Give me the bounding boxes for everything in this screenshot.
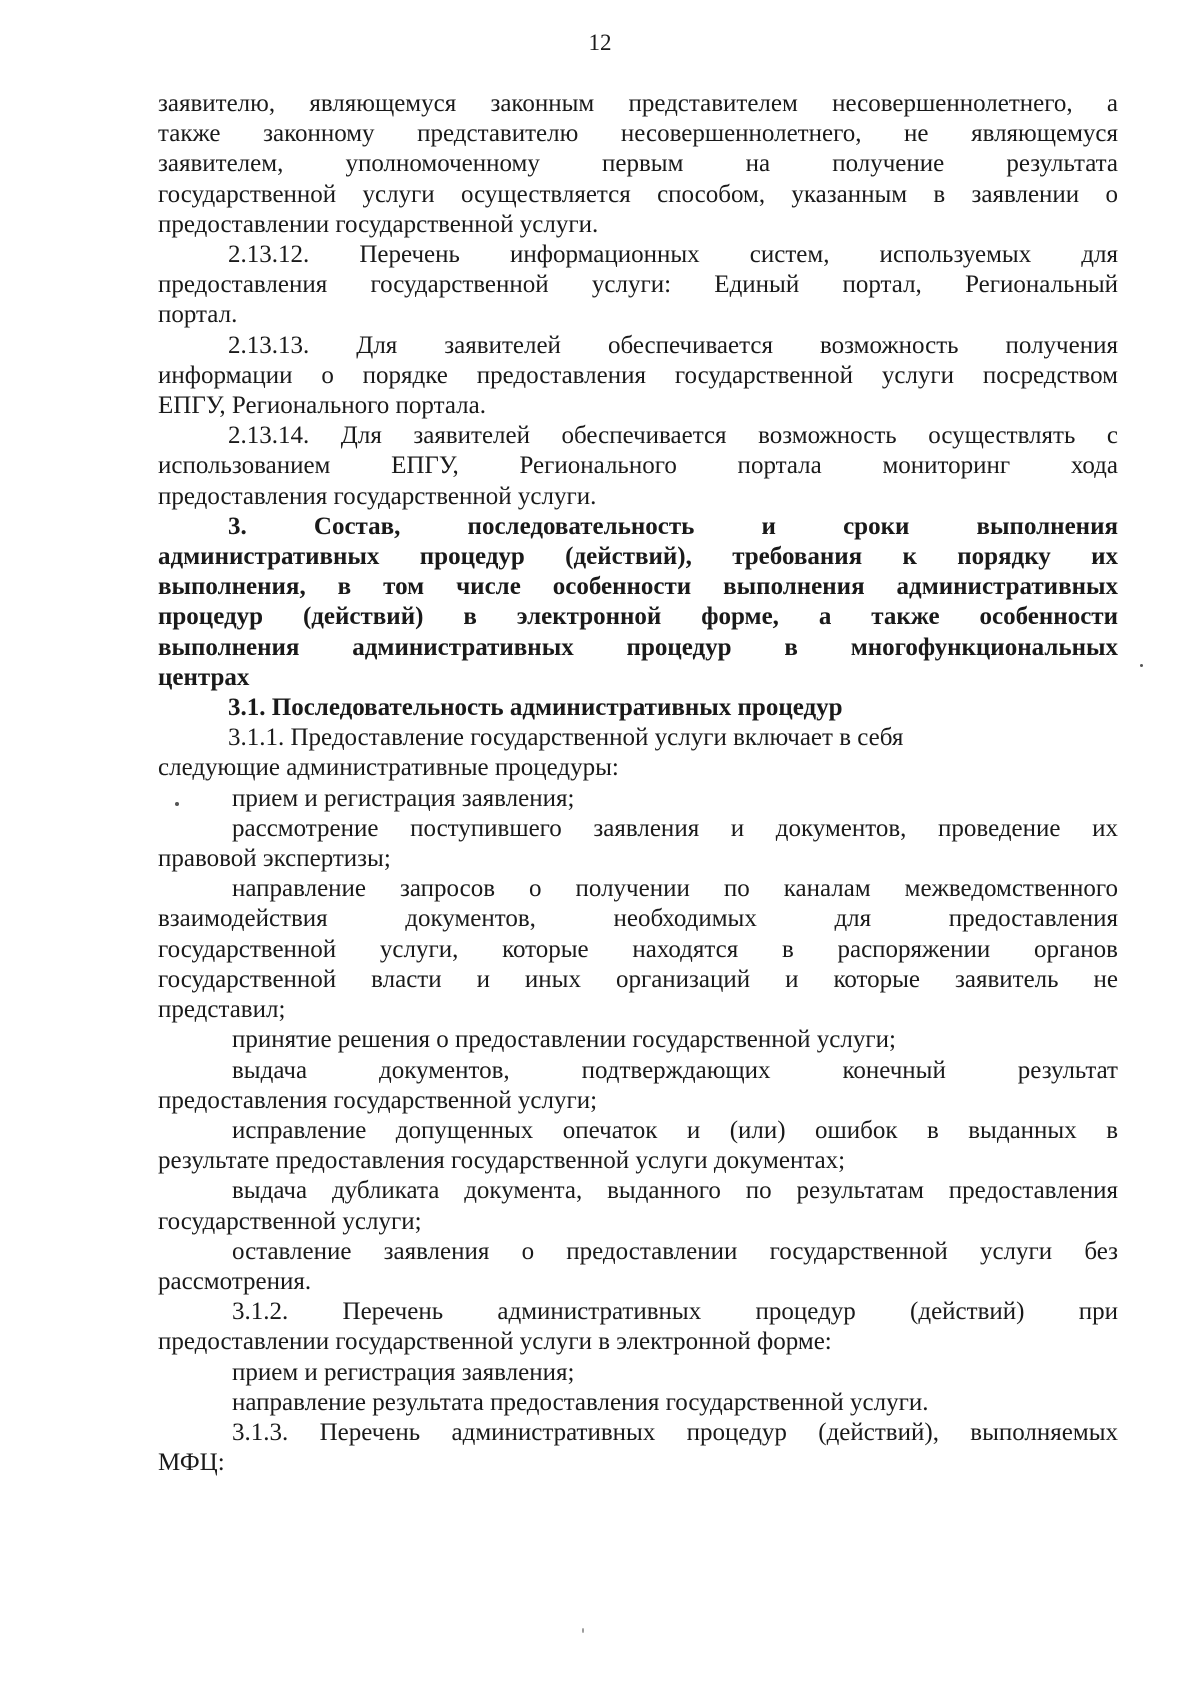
page-number: 12 xyxy=(588,30,612,55)
section-heading-line: выполнения, в том числе особенности выполнения административных xyxy=(158,573,1118,601)
scan-speck xyxy=(175,802,179,806)
list-item: прием и регистрация заявления; xyxy=(232,784,575,812)
list-item-continuation: государственной услуги; xyxy=(158,1207,422,1235)
paragraph-line: 3.1.1. Предоставление государственной услуги включает в себя xyxy=(228,724,904,752)
list-item-continuation: государственной услуги, которые находятся в распоряжении органов xyxy=(158,935,1118,963)
scan-speck xyxy=(1140,664,1143,667)
paragraph-line: заявителем, уполномоченному первым на получение результата xyxy=(158,150,1118,178)
section-heading-line: административных процедур (действий), требования к порядку их xyxy=(158,543,1118,571)
list-item-continuation: предоставления государственной услуги; xyxy=(158,1086,598,1114)
paragraph-line: информации о порядке предоставления государственной услуги посредством xyxy=(158,361,1118,389)
list-item-continuation: представил; xyxy=(158,996,286,1024)
list-item: направление запросов о получении по каналам межведомственного xyxy=(232,875,1118,903)
list-item-continuation: правовой экспертизы; xyxy=(158,845,391,873)
paragraph-line: 3.1.2. Перечень административных процедур (действий) при xyxy=(232,1298,1118,1326)
scan-speck xyxy=(582,1628,584,1633)
list-item-continuation: рассмотрения. xyxy=(158,1267,312,1295)
list-item: принятие решения о предоставлении государственной услуги; xyxy=(232,1026,896,1054)
paragraph-line: 2.13.13. Для заявителей обеспечивается возможность получения xyxy=(228,331,1118,359)
paragraph-line: следующие административные процедуры: xyxy=(158,754,619,782)
paragraph-line: МФЦ: xyxy=(158,1449,225,1477)
paragraph-line: государственной услуги осуществляется способом, указанным в заявлении о xyxy=(158,180,1118,208)
list-item: исправление допущенных опечаток и (или) ошибок в выданных в xyxy=(232,1116,1118,1144)
list-item-continuation: результате предоставления государственной услуги документах; xyxy=(158,1147,846,1175)
paragraph-line: использованием ЕПГУ, Регионального портала мониторинг хода xyxy=(158,452,1118,480)
paragraph-line: 2.13.12. Перечень информационных систем, используемых для xyxy=(228,241,1118,269)
paragraph-line: предоставлении государственной услуги. xyxy=(158,210,599,238)
list-item-continuation: государственной власти и иных организаций и которые заявитель не xyxy=(158,965,1118,993)
paragraph-line: также законному представителю несовершеннолетнего, не являющемуся xyxy=(158,120,1118,148)
list-item: направление результата предоставления государственной услуги. xyxy=(232,1388,929,1416)
section-heading-line: 3. Состав, последовательность и сроки выполнения xyxy=(228,512,1118,540)
subsection-heading: 3.1. Последовательность административных процедур xyxy=(228,694,843,722)
document-body xyxy=(158,89,1118,1478)
section-heading-line: выполнения административных процедур в многофункциональных xyxy=(158,633,1118,661)
paragraph-line: предоставления государственной услуги: Единый портал, Региональный xyxy=(158,271,1118,299)
paragraph-line: заявителю, являющемуся законным представителем несовершеннолетнего, а xyxy=(158,90,1118,117)
paragraph-line: ЕПГУ, Регионального портала. xyxy=(158,392,486,420)
list-item: выдача документов, подтверждающих конечный результат xyxy=(232,1056,1118,1084)
paragraph-line: 2.13.14. Для заявителей обеспечивается возможность осуществлять с xyxy=(228,422,1118,450)
list-item-continuation: взаимодействия документов, необходимых для предоставления xyxy=(158,905,1118,933)
list-item: выдача дубликата документа, выданного по результатам предоставления xyxy=(232,1177,1118,1205)
list-item: рассмотрение поступившего заявления и документов, проведение их xyxy=(232,814,1118,842)
paragraph-line: предоставления государственной услуги. xyxy=(158,482,597,510)
list-item: прием и регистрация заявления; xyxy=(232,1358,575,1386)
section-heading-line: процедур (действий) в электронной форме, а также особенности xyxy=(158,603,1118,631)
list-item: оставление заявления о предоставлении государственной услуги без xyxy=(232,1237,1118,1265)
section-heading-line: центрах xyxy=(158,663,250,691)
paragraph-line: портал. xyxy=(158,301,238,329)
paragraph-line: предоставлении государственной услуги в электронной форме: xyxy=(158,1328,832,1356)
paragraph-line: 3.1.3. Перечень административных процедур (действий), выполняемых xyxy=(232,1418,1118,1446)
